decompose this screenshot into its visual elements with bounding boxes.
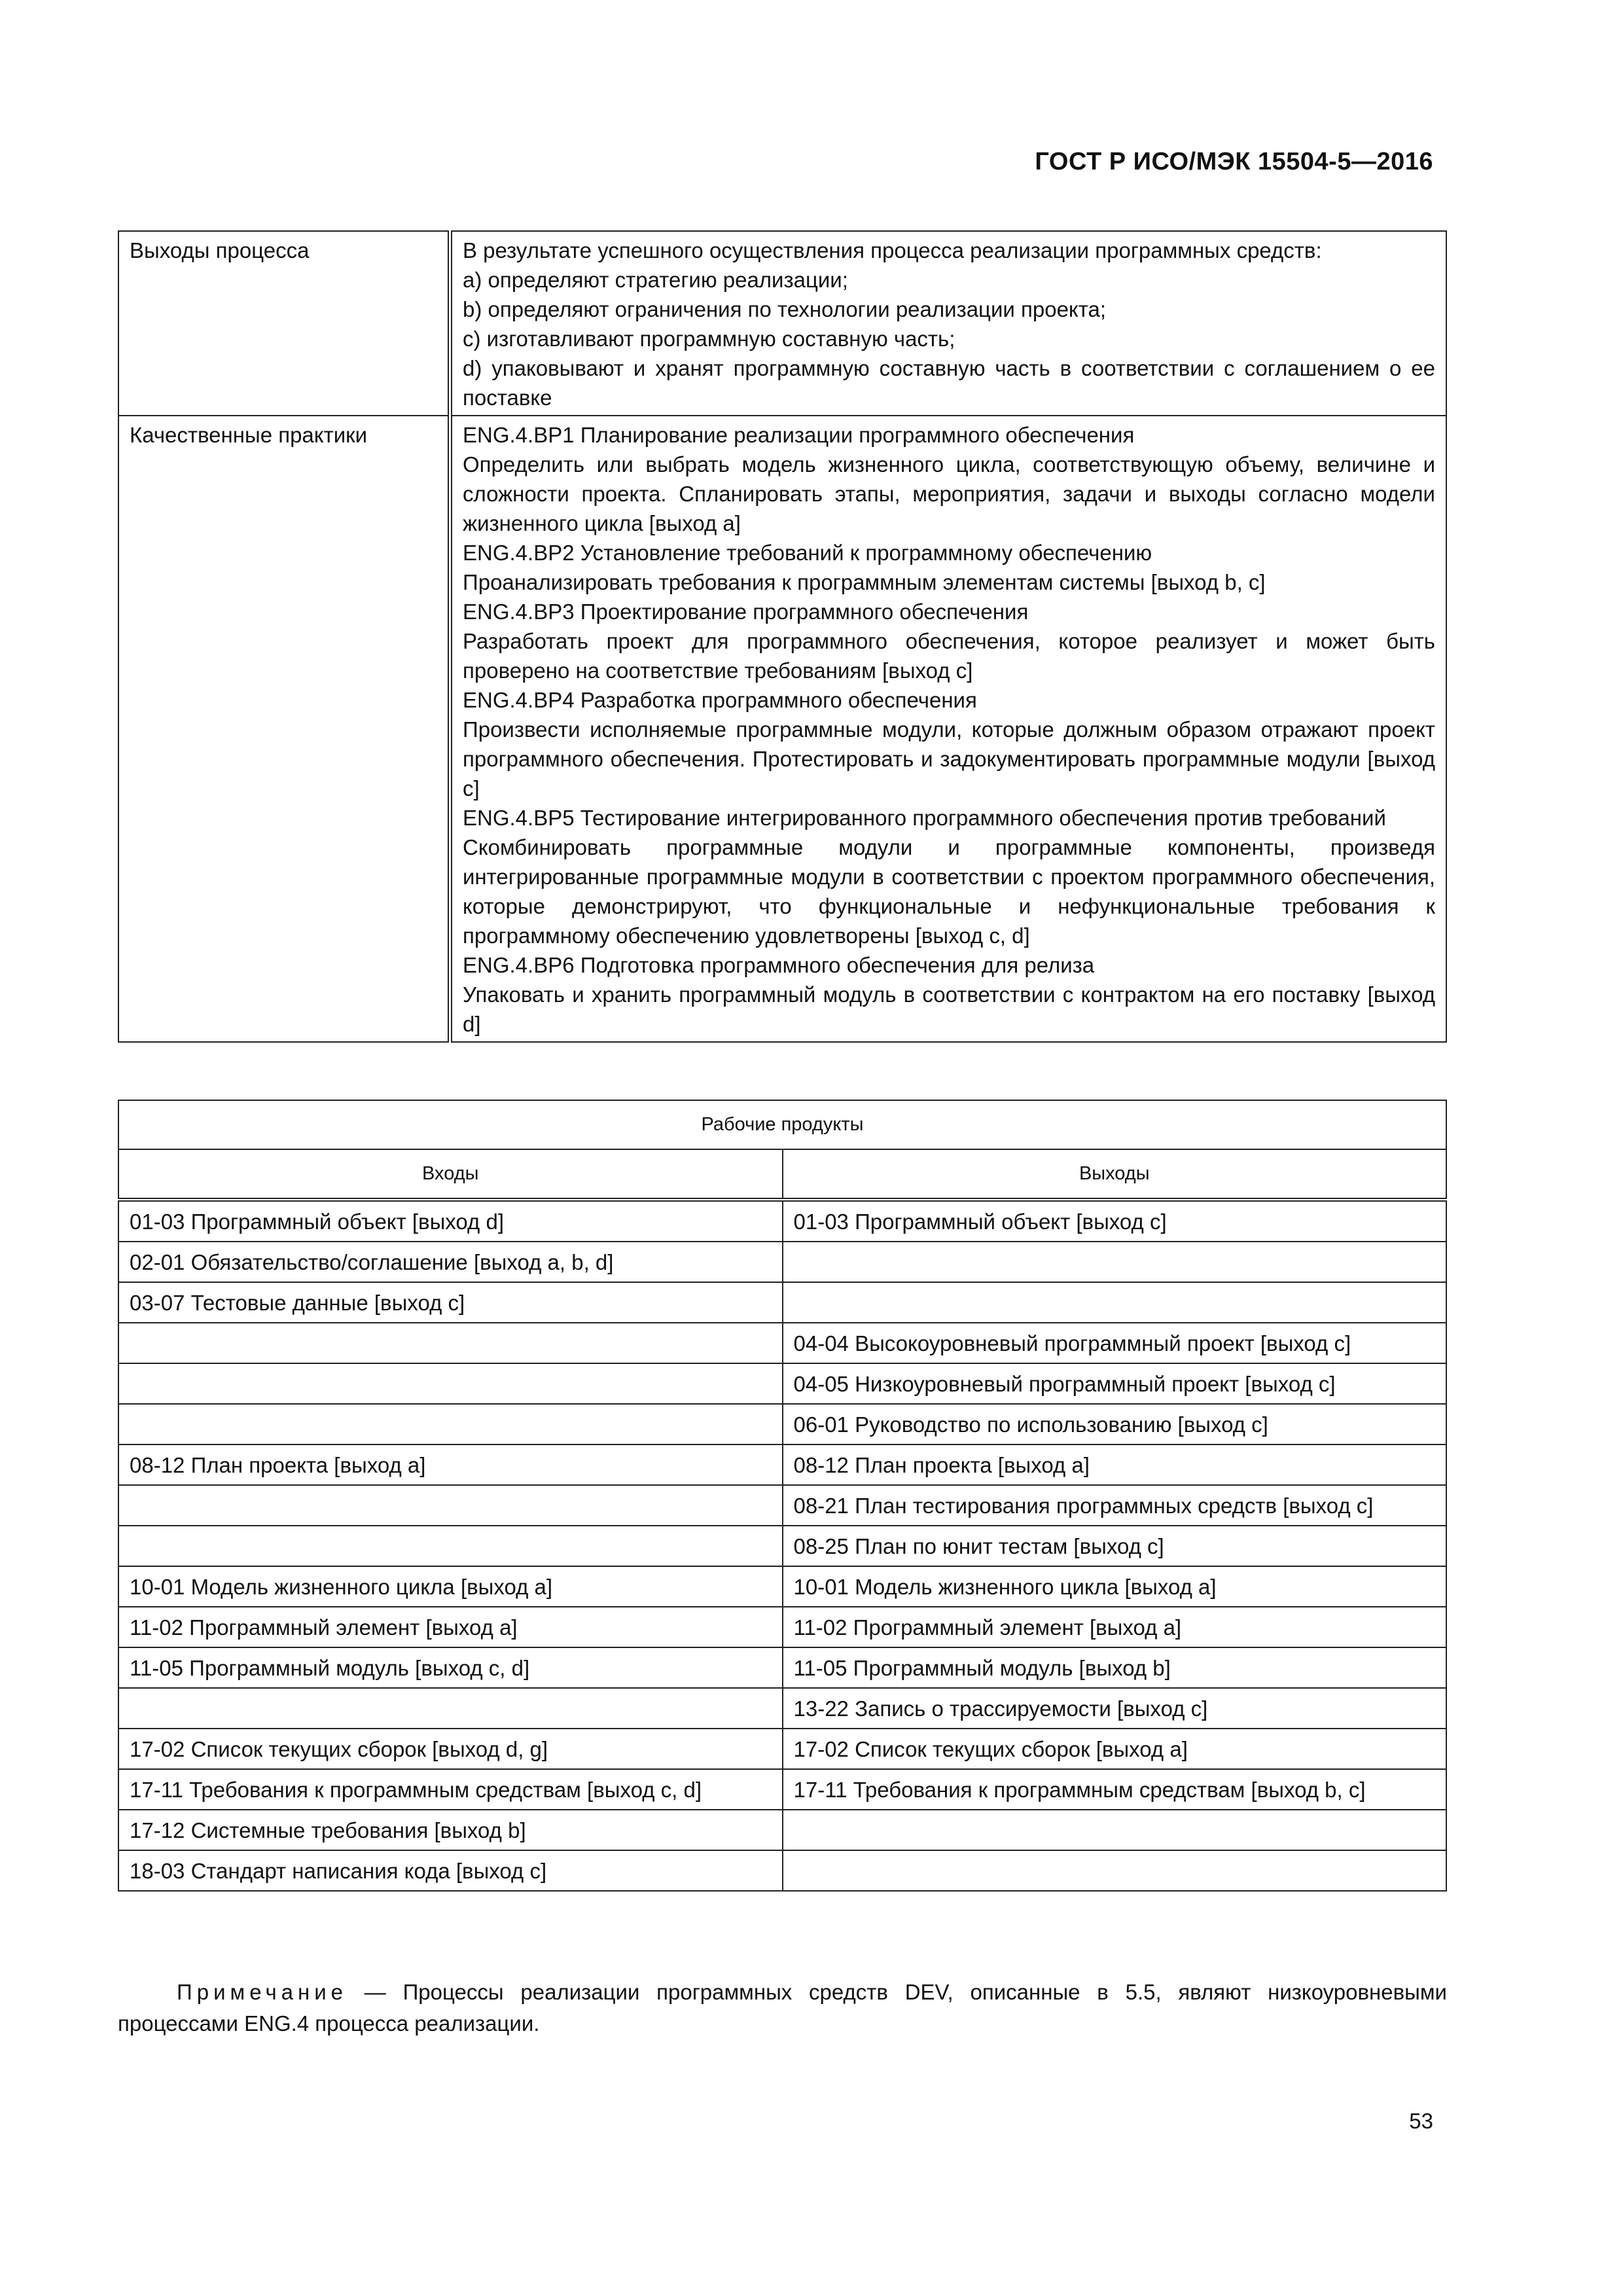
process-outputs-content <box>450 231 1447 416</box>
practice-bp5-text: Скомбинировать программные модули и программные компоненты, произведя интегрированные программные модули в соответствии с проектом программного обеспечения, которые демонстрируют, что функциональные и нефункциональные требования к программному обеспечению удовлетворены [выход c, d] <box>463 835 1435 948</box>
work-products-table <box>118 1100 1447 1892</box>
process-outputs-label: Выходы процесса <box>118 231 450 416</box>
practice-bp2-text: Проанализировать требования к программным элементам системы [выход b, c] <box>463 570 1266 594</box>
output-cell: 11-02 Программный элемент [выход a] <box>783 1607 1447 1647</box>
process-description-table <box>118 230 1447 1043</box>
table-row <box>118 1769 1446 1810</box>
practice-bp2-title: ENG.4.BP2 Установление требований к программному обеспечению <box>463 541 1152 565</box>
note-label: Примечание <box>177 1980 348 2004</box>
output-cell: 17-11 Требования к программным средствам [выход b, c] <box>783 1769 1447 1810</box>
table-row <box>118 1526 1446 1566</box>
practice-bp3-title: ENG.4.BP3 Проектирование программного обеспечения <box>463 600 1029 624</box>
base-practices-row <box>118 416 1446 1042</box>
input-cell: 17-11 Требования к программным средствам [выход c, d] <box>118 1769 783 1810</box>
output-cell: 01-03 Программный объект [выход c] <box>783 1200 1447 1242</box>
input-cell <box>118 1404 783 1444</box>
note-paragraph <box>118 1977 1447 2039</box>
work-products-title-row <box>118 1100 1446 1149</box>
table-row <box>118 1850 1446 1891</box>
input-cell: 01-03 Программный объект [выход d] <box>118 1200 783 1242</box>
process-outputs-row <box>118 231 1446 416</box>
table-row <box>118 1404 1446 1444</box>
input-cell <box>118 1363 783 1404</box>
input-cell: 03-07 Тестовые данные [выход c] <box>118 1282 783 1323</box>
output-cell: 08-21 План тестирования программных средств [выход c] <box>783 1485 1447 1526</box>
table-row <box>118 1729 1446 1769</box>
input-cell: 11-02 Программный элемент [выход a] <box>118 1607 783 1647</box>
input-cell: 11-05 Программный модуль [выход c, d] <box>118 1647 783 1688</box>
table-row <box>118 1688 1446 1729</box>
practice-bp4-title: ENG.4.BP4 Разработка программного обеспечения <box>463 688 977 712</box>
input-cell: 17-12 Системные требования [выход b] <box>118 1810 783 1850</box>
outputs-intro: В результате успешного осуществления процесса реализации программных средств: <box>463 238 1322 262</box>
practice-bp1-text: Определить или выбрать модель жизненного цикла, соответствующую объему, величине и сложности проекта. Спланировать этапы, мероприятия, задачи и выходы согласно модели жизненного цикла [выход a] <box>463 452 1435 535</box>
output-d: d) упаковывают и хранят программную составную часть в соответствии с соглашением о ее поставке <box>463 356 1435 410</box>
page-number: 53 <box>1409 2109 1433 2133</box>
inputs-column-header: Входы <box>118 1149 783 1200</box>
practice-bp4-text: Произвести исполняемые программные модули, которые должным образом отражают проект программного обеспечения. Протестировать и задокументировать программные модули [выход c] <box>463 717 1435 800</box>
output-cell: 17-02 Список текущих сборок [выход a] <box>783 1729 1447 1769</box>
output-cell: 11-05 Программный модуль [выход b] <box>783 1647 1447 1688</box>
practice-bp3-text: Разработать проект для программного обеспечения, которое реализует и может быть проверено на соответствие требованиям [выход c] <box>463 629 1435 683</box>
output-cell: 04-04 Высокоуровневый программный проект [выход c] <box>783 1323 1447 1363</box>
table-row <box>118 1323 1446 1363</box>
output-cell: 08-12 План проекта [выход a] <box>783 1444 1447 1485</box>
input-cell: 02-01 Обязательство/соглашение [выход a, b, d] <box>118 1242 783 1282</box>
output-a: a) определяют стратегию реализации; <box>463 268 848 292</box>
input-cell <box>118 1688 783 1729</box>
input-cell: 17-02 Список текущих сборок [выход d, g] <box>118 1729 783 1769</box>
work-products-header-row <box>118 1149 1446 1200</box>
table-row <box>118 1200 1446 1242</box>
output-cell <box>783 1810 1447 1850</box>
table-row <box>118 1242 1446 1282</box>
table-row <box>118 1485 1446 1526</box>
practice-bp6-title: ENG.4.BP6 Подготовка программного обеспечения для релиза <box>463 953 1095 977</box>
output-cell <box>783 1242 1447 1282</box>
practice-bp1-title: ENG.4.BP1 Планирование реализации программного обеспечения <box>463 423 1135 447</box>
table-row <box>118 1566 1446 1607</box>
output-b: b) определяют ограничения по технологии реализации проекта; <box>463 297 1106 321</box>
table-row <box>118 1810 1446 1850</box>
output-cell: 13-22 Запись о трассируемости [выход c] <box>783 1688 1447 1729</box>
input-cell: 10-01 Модель жизненного цикла [выход a] <box>118 1566 783 1607</box>
input-cell: 08-12 План проекта [выход a] <box>118 1444 783 1485</box>
table-row <box>118 1363 1446 1404</box>
practice-bp6-text: Упаковать и хранить программный модуль в соответствии с контрактом на его поставку [выход d] <box>463 982 1435 1036</box>
table-row <box>118 1607 1446 1647</box>
output-c: c) изготавливают программную составную часть; <box>463 327 955 351</box>
note-text: — Процессы реализации программных средств DEV, описанные в 5.5, являют низкоуровневыми процессами ENG.4 процесса реализации. <box>118 1980 1447 2036</box>
output-cell <box>783 1282 1447 1323</box>
outputs-column-header: Выходы <box>783 1149 1447 1200</box>
input-cell <box>118 1485 783 1526</box>
document-code-header: ГОСТ Р ИСО/МЭК 15504-5—2016 <box>1035 148 1433 175</box>
output-cell: 06-01 Руководство по использованию [выход c] <box>783 1404 1447 1444</box>
output-cell: 08-25 План по юнит тестам [выход c] <box>783 1526 1447 1566</box>
output-cell: 10-01 Модель жизненного цикла [выход a] <box>783 1566 1447 1607</box>
work-products-title: Рабочие продукты <box>118 1100 1446 1149</box>
practice-bp5-title: ENG.4.BP5 Тестирование интегрированного программного обеспечения против требований <box>463 806 1386 830</box>
table-row <box>118 1282 1446 1323</box>
base-practices-label: Качественные практики <box>118 416 450 1042</box>
input-cell <box>118 1526 783 1566</box>
output-cell <box>783 1850 1447 1891</box>
output-cell: 04-05 Низкоуровневый программный проект [выход c] <box>783 1363 1447 1404</box>
input-cell: 18-03 Стандарт написания кода [выход c] <box>118 1850 783 1891</box>
base-practices-content <box>450 416 1447 1042</box>
table-row <box>118 1647 1446 1688</box>
table-row <box>118 1444 1446 1485</box>
input-cell <box>118 1323 783 1363</box>
